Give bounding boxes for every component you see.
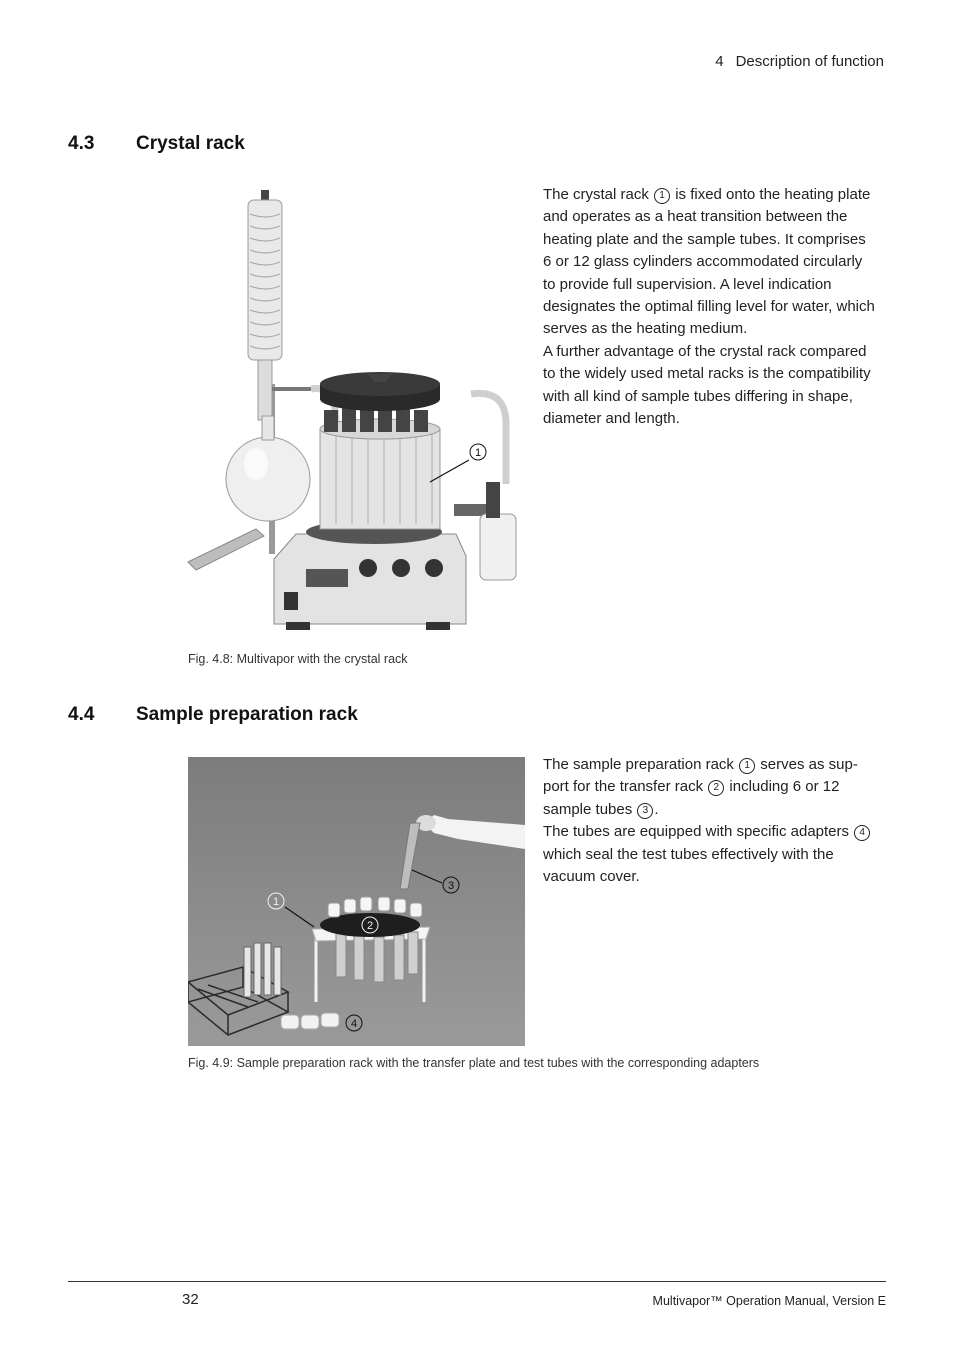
section-title: Crystal rack <box>136 133 245 154</box>
callout-1: 1 <box>739 758 755 774</box>
figure-caption-4-8: Fig. 4.8: Multivapor with the crystal rack <box>188 652 408 666</box>
chapter-number: 4 <box>715 53 724 70</box>
section-heading-4-3 <box>68 133 468 157</box>
chapter-title: Description of function <box>735 53 884 70</box>
figure-sample-preparation-rack <box>188 757 525 1046</box>
sample-preparation-rack-description: The sample preparation rack 1 serves as support for the transfer rack 2 including 6 or 12 sample tubes 3 . The tubes are equipped with specific adapters 4 which seal the test tubes effectively with the vacuum cover. <box>543 754 878 888</box>
document-title: Multivapor™ Operation Manual, Version E <box>652 1294 886 1308</box>
figure-callout-3: 3 <box>447 880 455 892</box>
section-title: Sample preparation rack <box>136 704 358 725</box>
figure-callout-4: 4 <box>350 1018 358 1030</box>
multivapor-illustration <box>186 184 526 636</box>
callout-3: 3 <box>637 803 653 819</box>
callout-4: 4 <box>854 825 870 841</box>
figure-callout-1: 1 <box>272 896 280 908</box>
figure-callout-2: 2 <box>366 920 374 932</box>
figure-multivapor-crystal-rack <box>186 184 526 636</box>
section-number: 4.3 <box>68 133 95 154</box>
running-head <box>715 53 884 70</box>
figure-caption-4-9: Fig. 4.9: Sample preparation rack with the transfer plate and test tubes with the corresponding adapters <box>188 1056 760 1070</box>
sample-rack-photo <box>188 757 525 1046</box>
callout-1: 1 <box>654 188 670 204</box>
section-number: 4.4 <box>68 704 95 725</box>
footer-rule <box>68 1281 886 1282</box>
page-number: 32 <box>182 1291 199 1308</box>
callout-2: 2 <box>708 780 724 796</box>
crystal-rack-description: The crystal rack 1 is fixed onto the heating plate and operates as a heat transition between the heating plate and the sample tubes. It comprises 6 or 12 glass cylinders accommodated circularly to provide full supervision. A level indication designates the optimal filling level for water, which serves as the heating medium. A further advantage of the crystal rack compared to the widely used metal racks is the compatibility with all kind of sample tubes differing in shape, diameter and length. <box>543 186 875 428</box>
section-heading-4-4 <box>68 704 468 728</box>
figure-callout-1: 1 <box>474 447 482 459</box>
